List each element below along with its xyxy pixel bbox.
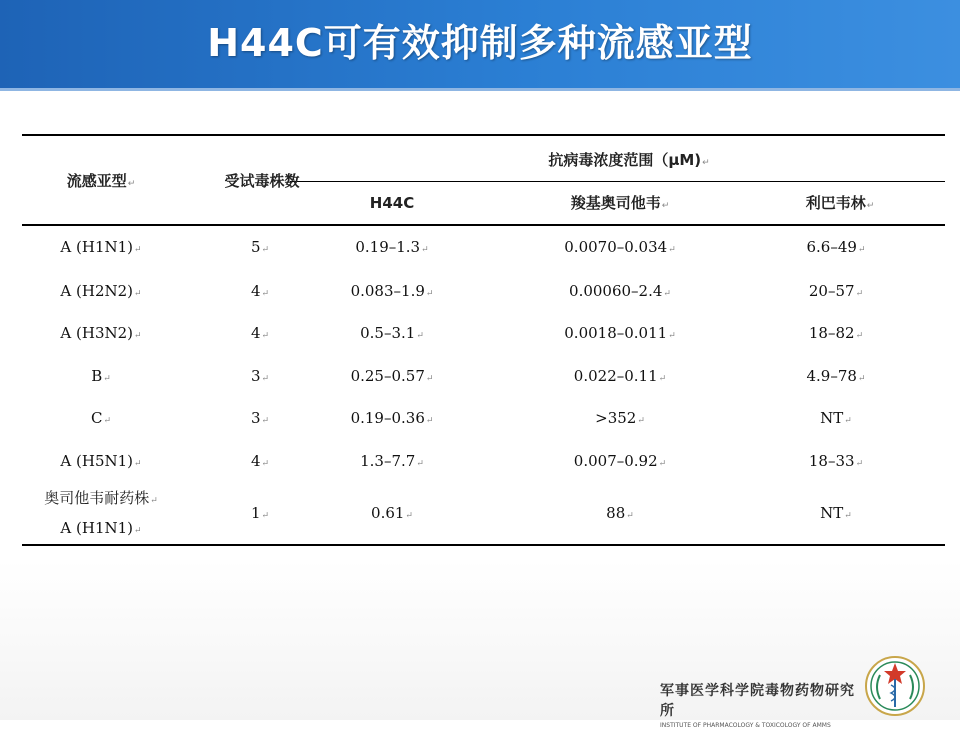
cell-subtype: B↵ xyxy=(91,367,111,385)
cell-oseltamivir: 0.0018–0.011↵ xyxy=(564,324,676,342)
table-group-rule xyxy=(290,181,945,182)
cell-h44c-resistant: 0.61↵ xyxy=(371,504,413,522)
cell-oseltamivir: >352↵ xyxy=(595,409,645,427)
cell-h44c: 0.19–0.36↵ xyxy=(350,409,434,427)
cell-oseltamivir-resistant: 88↵ xyxy=(606,504,634,522)
institute-name xyxy=(660,680,860,729)
cell-subtype: A (H1N1)↵ xyxy=(60,238,142,256)
cell-subtype-resistant-strain: A (H1N1)↵ xyxy=(60,519,142,537)
cell-oseltamivir: 0.007–0.92↵ xyxy=(573,452,667,470)
cell-ribavirin: NT↵ xyxy=(820,409,852,427)
cell-subtype: A (H3N2)↵ xyxy=(60,324,142,342)
cell-strains: 4↵ xyxy=(250,324,270,342)
cell-ribavirin: 6.6–49↵ xyxy=(806,238,866,256)
cell-h44c: 1.3–7.7↵ xyxy=(360,452,424,470)
cell-subtype-resistant: 奥司他韦耐药株↵ xyxy=(44,489,158,507)
table-top-rule xyxy=(22,134,945,136)
header-strains: 受试毒株数 xyxy=(224,172,300,190)
cell-ribavirin: 18–33↵ xyxy=(808,452,864,470)
cell-h44c: 0.25–0.57↵ xyxy=(350,367,434,385)
table-bottom-rule xyxy=(22,544,945,546)
antiviral-table xyxy=(22,134,945,546)
cell-oseltamivir: 0.00060–2.4↵ xyxy=(569,282,671,300)
cell-ribavirin: 4.9–78↵ xyxy=(806,367,866,385)
cell-oseltamivir: 0.0070–0.034↵ xyxy=(564,238,676,256)
cell-ribavirin-resistant: NT↵ xyxy=(820,504,852,522)
cell-strains-resistant: 1↵ xyxy=(250,504,270,522)
title-banner xyxy=(0,0,960,88)
cell-h44c: 0.5–3.1↵ xyxy=(360,324,424,342)
institute-emblem-icon xyxy=(864,655,926,717)
cell-subtype: C↵ xyxy=(90,409,112,427)
cell-h44c: 0.19–1.3↵ xyxy=(355,238,429,256)
cell-subtype: A (H2N2)↵ xyxy=(60,282,142,300)
table-header-rule xyxy=(22,224,945,226)
cell-strains: 4↵ xyxy=(250,452,270,470)
institute-name-zh: 军事医学科学院毒物药物研究所 xyxy=(660,683,855,719)
cell-oseltamivir: 0.022–0.11↵ xyxy=(573,367,667,385)
header-subtype: 流感亚型↵ xyxy=(66,172,136,190)
institute-name-en: INSTITUTE OF PHARMACOLOGY & TOXICOLOGY OF AMMS xyxy=(660,722,831,729)
header-oseltamivir: 羧基奥司他韦↵ xyxy=(570,194,670,212)
slide-title: H44C可有效抑制多种流感亚型 xyxy=(207,21,753,65)
header-concentration-range: 抗病毒浓度范围（μM)↵ xyxy=(548,151,710,169)
header-ribavirin: 利巴韦林↵ xyxy=(805,194,875,212)
cell-ribavirin: 20–57↵ xyxy=(808,282,864,300)
cell-strains: 3↵ xyxy=(250,409,270,427)
header-h44c: H44C xyxy=(369,194,415,212)
cell-h44c: 0.083–1.9↵ xyxy=(350,282,434,300)
cell-ribavirin: 18–82↵ xyxy=(808,324,864,342)
title-underline xyxy=(0,88,960,91)
cell-subtype: A (H5N1)↵ xyxy=(60,452,142,470)
cell-strains: 5↵ xyxy=(250,238,270,256)
cell-strains: 3↵ xyxy=(250,367,270,385)
cell-strains: 4↵ xyxy=(250,282,270,300)
